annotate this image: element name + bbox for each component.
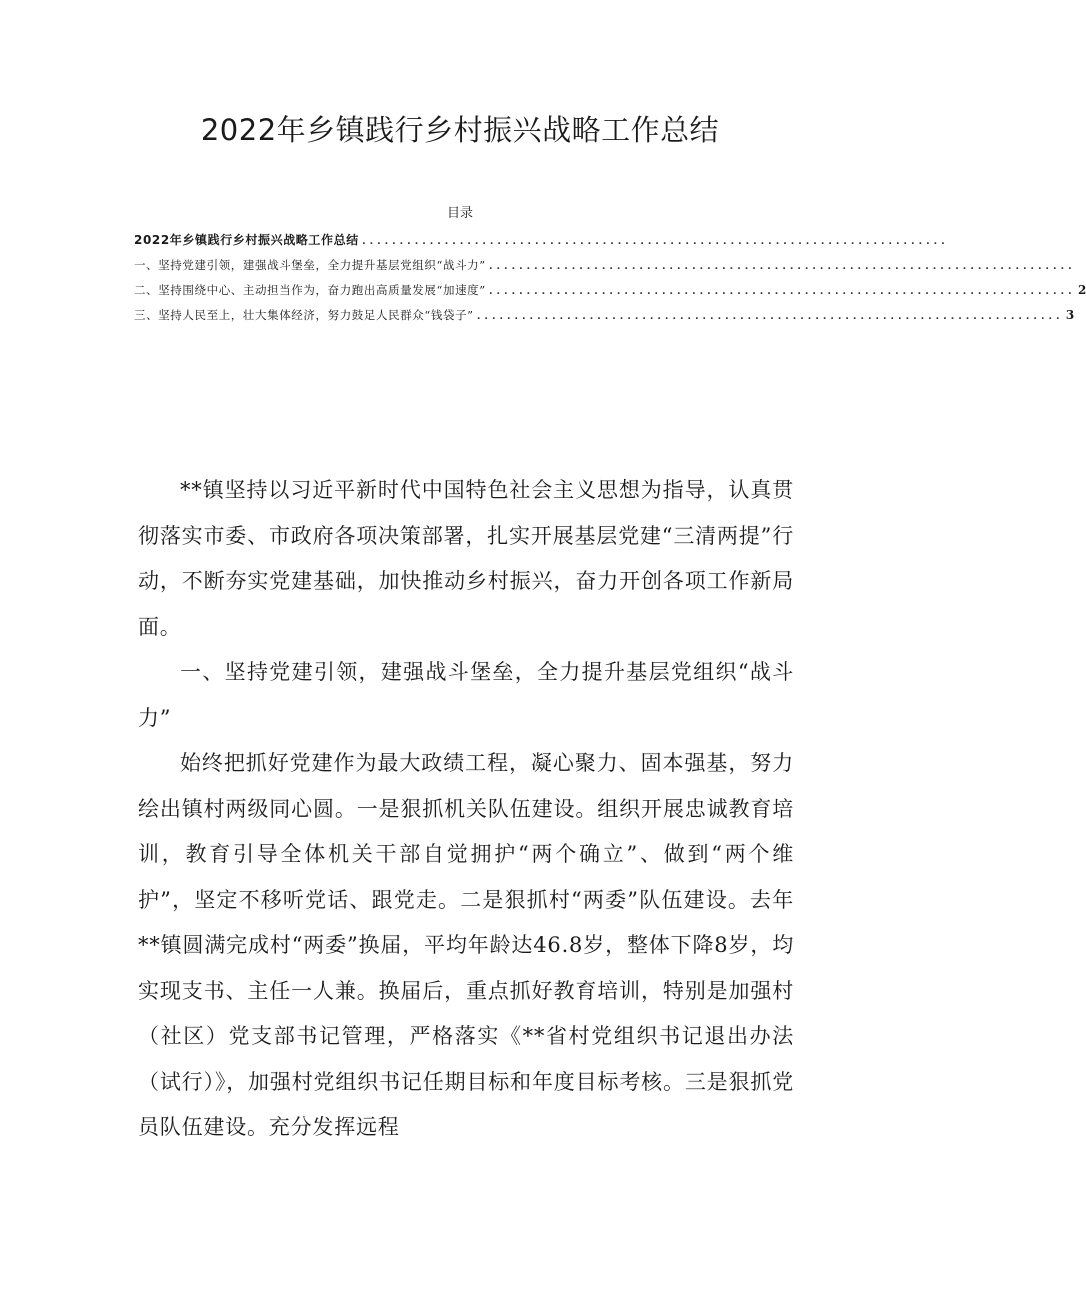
toc-entry-page: 3 [1065, 308, 1075, 322]
toc-leader-dots: .............................................................................. [487, 286, 1075, 297]
toc-entry[interactable] [134, 253, 1075, 278]
toc-entry-title: 三、坚持人民至上，壮大集体经济，努力鼓足人民群众“钱袋子” [134, 308, 474, 322]
toc-entry[interactable] [134, 303, 1075, 328]
toc-leader-dots: .............................................................................. [360, 236, 948, 247]
section-heading: 一、坚持党建引领，建强战斗堡垒，全力提升基层党组织“战斗力” [138, 660, 794, 730]
toc-entry-page: 2 [1078, 283, 1086, 297]
document-title: 2022年乡镇践行乡村振兴战略工作总结 [200, 113, 720, 147]
toc-entry[interactable] [134, 278, 1086, 303]
toc-entry[interactable] [134, 228, 948, 253]
toc-entry-title: 一、坚持党建引领，建强战斗堡垒，全力提升基层党组织“战斗力” [134, 258, 486, 272]
table-of-contents [134, 228, 1086, 328]
toc-entry-title: 二、坚持围绕中心、主动担当作为，奋力跑出高质量发展“加速度” [134, 283, 486, 297]
toc-leader-dots: .............................................................................. [475, 311, 1063, 322]
document-body [138, 468, 794, 1151]
toc-entry-title: 2022年乡镇践行乡村振兴战略工作总结 [134, 233, 359, 247]
intro-paragraph: **镇坚持以习近平新时代中国特色社会主义思想为指导，认真贯彻落实市委、市政府各项决策部署，扎实开展基层党建“三清两提”行动，不断夯实党建基础，加快推动乡村振兴，奋力开创各项工作新局面。 [138, 478, 794, 639]
toc-heading: 目录 [446, 206, 473, 221]
toc-leader-dots: .............................................................................. [487, 261, 1075, 272]
body-paragraph: 始终把抓好党建作为最大政绩工程，凝心聚力、固本强基，努力绘出镇村两级同心圆。一是狠抓机关队伍建设。组织开展忠诚教育培训，教育引导全体机关干部自觉拥护“两个确立”、做到“两个维护”，坚定不移听党话、跟党走。二是狠抓村“两委”队伍建设。去年**镇圆满完成村“两委”换届，平均年龄达46.8岁，整体下降8岁，均实现支书、主任一人兼。换届后，重点抓好教育培训，特别是加强村（社区）党支部书记管理，严格落实《**省村党组织书记退出办法（试行）》，加强村党组织书记任期目标和年度目标考核。三是狠抓党员队伍建设。充分发挥远程 [138, 751, 794, 1139]
